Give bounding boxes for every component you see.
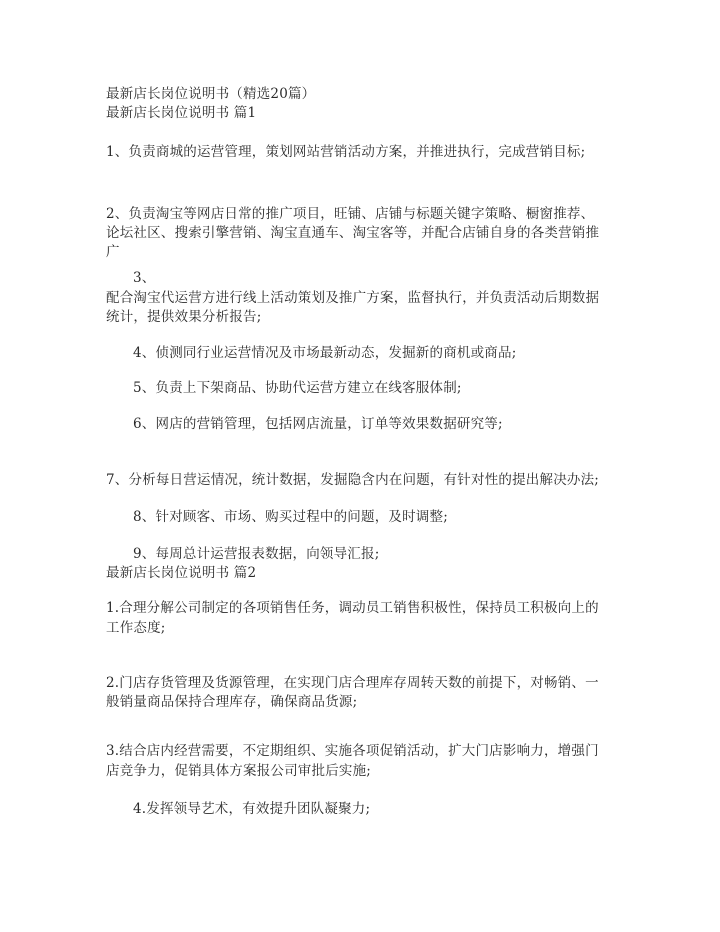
list-item: 3.结合店内经营需要，不定期组织、实施各项促销活动，扩大门店影响力，增强门	[106, 743, 599, 759]
list-item: 5、负责上下架商品、协助代运营方建立在线客服体制;	[133, 380, 462, 396]
list-item-continued: 广	[106, 244, 120, 260]
list-item: 9、每周总计运营报表数据，向领导汇报;	[133, 546, 380, 562]
list-item: 配合淘宝代运营方进行线上活动策划及推广方案，监督执行，并负责活动后期数据	[106, 290, 600, 306]
list-item: 7、分析每日营运情况，统计数据，发掘隐含内在问题，有针对性的提出解决办法;	[106, 472, 600, 488]
list-item-continued: 工作态度;	[106, 620, 166, 636]
list-item: 2.门店存货管理及货源管理，在实现门店合理库存周转天数的前提下，对畅销、一	[106, 675, 599, 691]
list-item: 1、负责商城的运营管理，策划网站营销活动方案，并推进执行，完成营销目标;	[106, 144, 586, 160]
list-item: 4、侦测同行业运营情况及市场最新动态，发掘新的商机或商品;	[133, 345, 517, 361]
list-item: 1.合理分解公司制定的各项销售任务，调动员工销售积极性，保持员工积极向上的	[106, 600, 599, 616]
list-item: 6、网店的营销管理，包括网店流量，订单等效果数据研究等;	[133, 416, 503, 432]
list-item-number: 3、	[133, 270, 156, 286]
list-item-continued: 统计，提供效果分析报告;	[106, 309, 262, 325]
section-heading-1: 最新店长岗位说明书 篇1	[106, 105, 257, 121]
list-item-continued: 店竞争力，促销具体方案报公司审批后实施;	[106, 763, 372, 779]
list-item-continued: 论坛社区、搜索引擎营销、淘宝直通车、淘宝客等，并配合店铺自身的各类营销推	[106, 225, 600, 241]
list-item: 4.发挥领导艺术，有效提升团队凝聚力;	[133, 801, 371, 817]
list-item: 2、负责淘宝等网店日常的推广项目，旺铺、店铺与标题关键字策略、橱窗推荐、	[106, 206, 595, 222]
list-item-continued: 般销量商品保持合理库存，确保商品货源;	[106, 694, 358, 710]
list-item: 8、针对顾客、市场、购买过程中的问题，及时调整;	[133, 509, 448, 525]
document-title: 最新店长岗位说明书（精选20篇）	[106, 86, 316, 102]
section-heading-2: 最新店长岗位说明书 篇2	[106, 565, 257, 581]
